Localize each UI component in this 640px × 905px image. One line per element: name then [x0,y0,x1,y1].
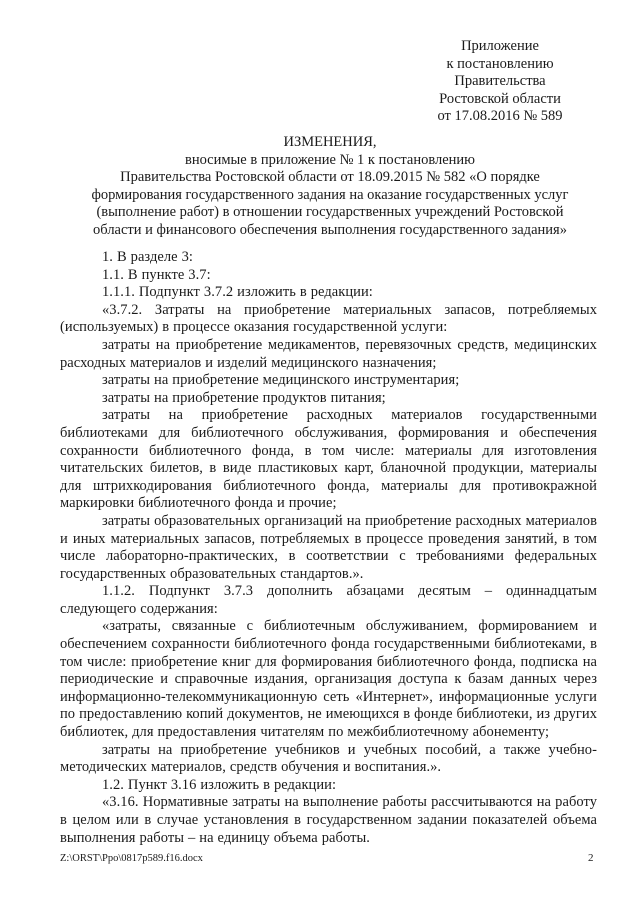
appendix-line: Правительства [454,73,546,89]
paragraph: 1.1. В пункте 3.7: [102,266,211,283]
paragraph: 1. В разделе 3: [102,249,193,265]
page-number: 2 [588,852,594,864]
document-title [60,134,600,240]
appendix-line: к постановлению [446,55,554,72]
appendix-line: от 17.08.2016 № 589 [437,108,563,124]
title-heading: ИЗМЕНЕНИЯ, [283,134,377,150]
paragraph: затраты на приобретение расходных материалов государственными библиотеками для библиотечного обслуживания, формирования и обеспечения сохранности библиотечного фонда, в том числе: материалы для изготовления читательских билетов, в виде пластиковых карт, бланочной продукции, материалы для штрихкодирования библиотечного фонда, материалы для противокражной маркировки библиотечного фонда и прочие; [60,407,597,512]
title-line: (выполнение работ) в отношении государственных учреждений Ростовской [96,204,564,221]
document-body [60,249,597,847]
paragraph: «3.16. Нормативные затраты на выполнение работы рассчитываются на работу в целом или в случае установления в государственном задании показателей объема выполнения работы – на единицу объема работы. [60,794,597,846]
paragraph: 1.1.2. Подпункт 3.7.3 дополнить абзацами десятым – одиннадцатым следующего содержания: [60,583,597,617]
title-line: формирования государственного задания на оказание государственных услуг [91,186,569,203]
paragraph: затраты на приобретение продуктов питания; [102,389,386,406]
paragraph: затраты на приобретение медицинского инструментария; [102,372,460,389]
appendix-line: Приложение [461,38,539,54]
paragraph: 1.2. Пункт 3.16 изложить в редакции: [102,776,337,793]
footer-file-path: Z:\ORST\Ppo\0817p589.f16.docx [60,853,203,864]
title-line: вносимые в приложение № 1 к постановлению [184,151,476,168]
paragraph: затраты образовательных организаций на приобретение расходных материалов и иных материальных запасов, потребляемых в процессе проведения занятий, в том числе лабораторно-практических, в соответствии с требованиями федеральных государственных образовательных стандартов.». [60,512,597,582]
title-line: Правительства Ростовской области от 18.09.2015 № 582 «О порядке [120,169,540,186]
title-line: области и финансового обеспечения выполнения государственного задания» [93,221,567,238]
paragraph: затраты на приобретение учебников и учебных пособий, а также учебно-методических материалов, средств обучения и воспитания.». [60,741,597,776]
appendix-header [420,38,580,126]
paragraph: «затраты, связанные с библиотечным обслуживанием, формированием и обеспечением сохранности библиотечного фонда государственными библиотеками, в том числе: приобретение книг для формирования библиотечного фонда, подписка на периодические и справочные издания, организация доступа к базам данных через информационно-телекоммуникационную сеть «Интернет», информационные услуги по предоставлению копий документов, не имеющихся в фонде библиотеки, из других библиотек, для предоставления читателям по межбиблиотечному абонементу; [60,618,597,741]
paragraph: «3.7.2. Затраты на приобретение материальных запасов, потребляемых (используемых) в процессе оказания государственной услуги: [60,301,597,336]
paragraph: затраты на приобретение медикаментов, перевязочных средств, медицинских расходных материалов и изделий медицинского назначения; [60,336,597,371]
paragraph: 1.1.1. Подпункт 3.7.2 изложить в редакции: [102,284,373,301]
appendix-line: Ростовской области [439,90,561,107]
